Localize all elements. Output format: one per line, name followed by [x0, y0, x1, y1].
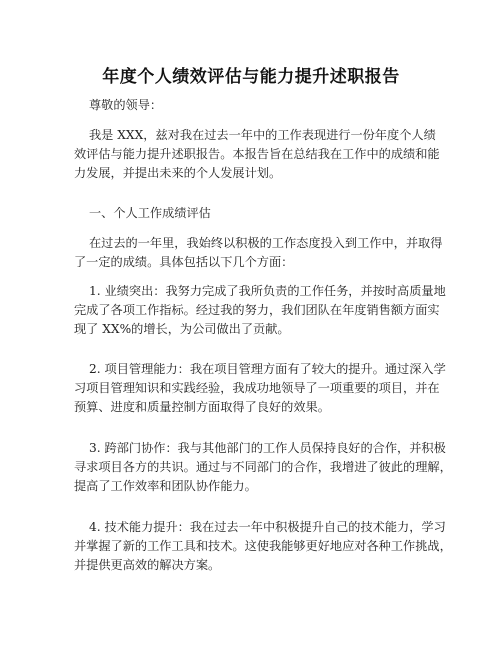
paragraph-line: 并提供更高效的解决方案。 — [74, 558, 221, 572]
intro-line: 力发展，并提出未来的个人发展计划。 — [74, 166, 282, 180]
paragraph-line: 预算、进度和质量控制方面取得了良好的效果。 — [74, 400, 330, 414]
item3-paragraph — [74, 439, 452, 496]
salutation — [74, 96, 446, 115]
paragraph-line: 提高了工作效率和团队协作能力。 — [74, 479, 257, 493]
item1-paragraph — [74, 282, 446, 339]
paragraph-line: 1. 业绩突出：我努力完成了我所负责的工作任务，并按时高质量地 — [89, 284, 446, 298]
paragraph-line: 寻求项目各方的共识。通过与不同部门的合作，我增进了彼此的理解， — [74, 460, 452, 474]
paragraph-line: 习项目管理知识和实践经验，我成功地领导了一项重要的项目，并在 — [74, 381, 440, 395]
paragraph-line: 3. 跨部门协作：我与其他部门的工作人员保持良好的合作，并积极 — [89, 441, 446, 455]
item2-paragraph — [74, 360, 446, 417]
intro-paragraph — [74, 126, 446, 183]
intro-line: 效评估与能力提升述职报告。本报告旨在总结我在工作中的成绩和能 — [74, 147, 440, 161]
document-title: 年度个人绩效评估与能力提升述职报告 — [102, 67, 400, 87]
section1-intro-paragraph — [74, 234, 446, 272]
section1-heading — [74, 204, 446, 223]
salutation-text: 尊敬的领导： — [89, 98, 163, 112]
paragraph-line: 在过去的一年里，我始终以积极的工作态度投入到工作中，并取得 — [89, 236, 443, 250]
intro-line: 我是 XXX，兹对我在过去一年中的工作表现进行一份年度个人绩 — [89, 128, 436, 142]
paragraph-line: 4. 技术能力提升：我在过去一年中积极提升自己的技术能力，学习 — [89, 520, 446, 534]
paragraph-line: 现了 XX%的增长，为公司做出了贡献。 — [74, 322, 290, 336]
paragraph-line: 了一定的成绩。具体包括以下几个方面： — [74, 255, 294, 269]
paragraph-line: 完成了各项工作指标。经过我的努力，我们团队在年度销售额方面实 — [74, 303, 440, 317]
item4-paragraph — [74, 518, 452, 575]
section-heading-text: 一、个人工作成绩评估 — [89, 206, 211, 220]
paragraph-line: 并掌握了新的工作工具和技术。这使我能够更好地应对各种工作挑战， — [74, 539, 452, 553]
paragraph-line: 2. 项目管理能力：我在项目管理方面有了较大的提升。通过深入学 — [89, 362, 446, 376]
